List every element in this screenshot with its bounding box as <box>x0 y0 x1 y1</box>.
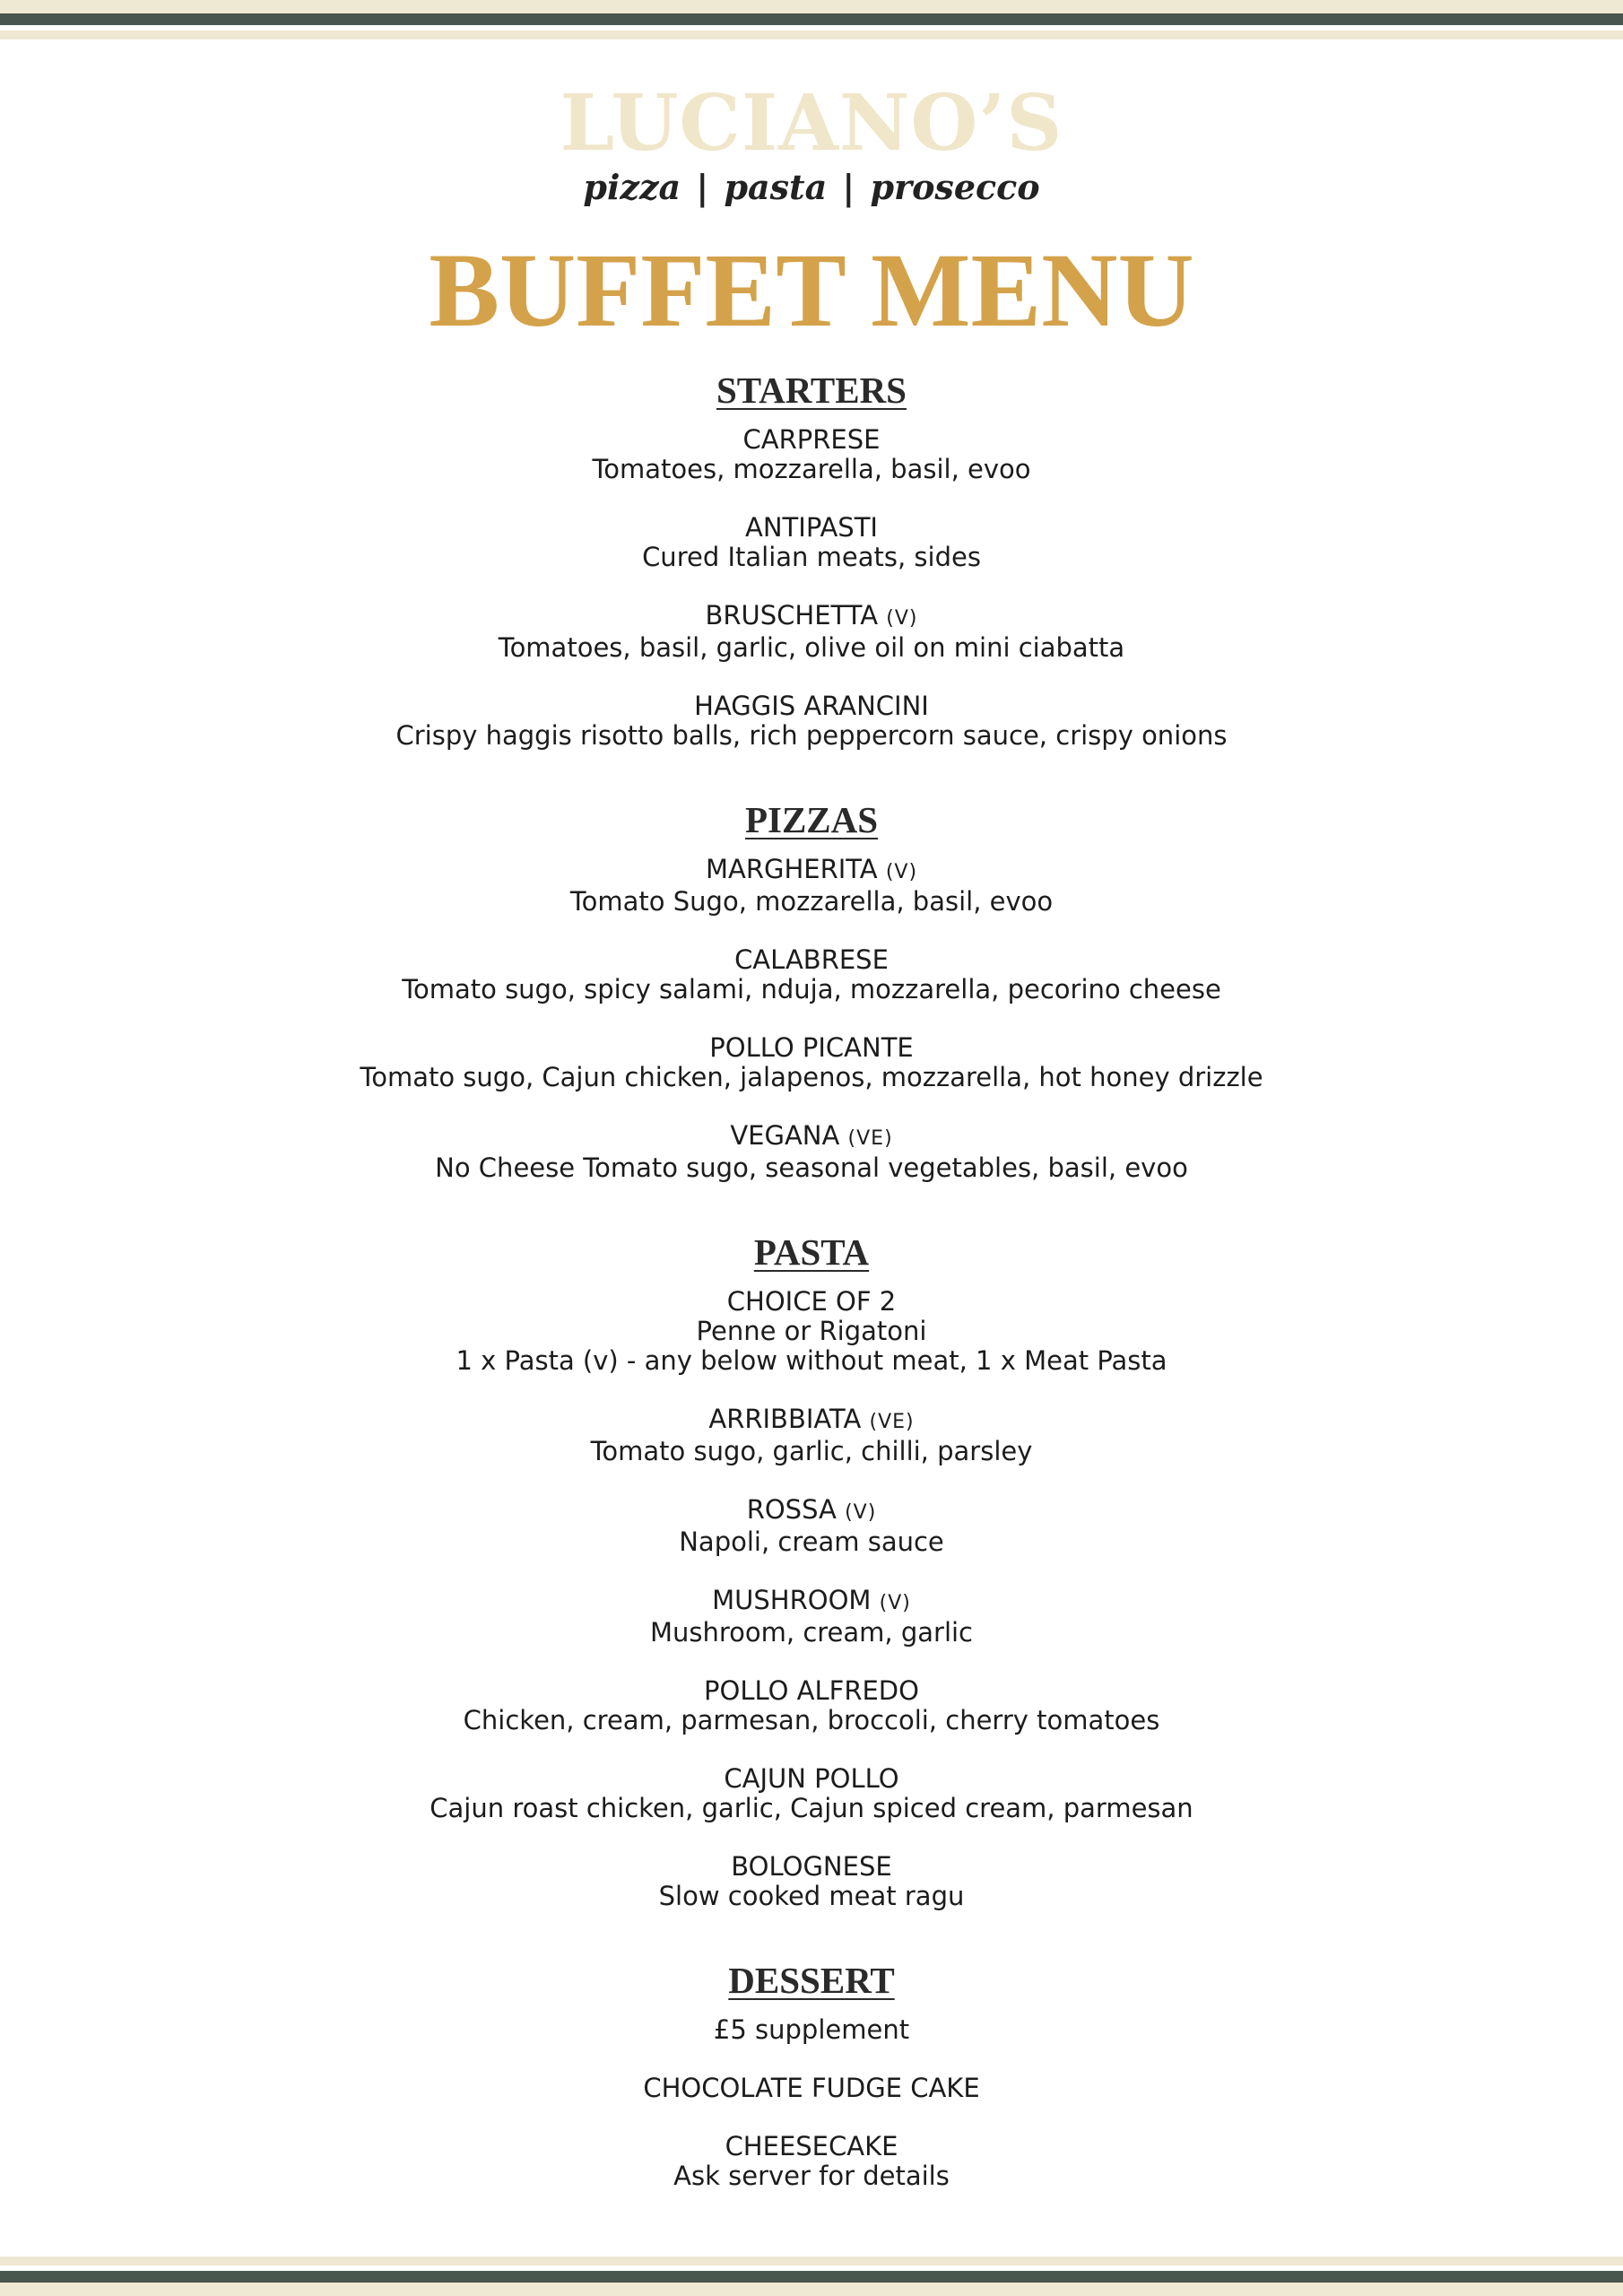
section-dessert <box>0 1958 1623 2191</box>
item-title-line <box>0 1586 1623 1618</box>
section-heading-pasta: PASTA <box>753 1231 870 1273</box>
bottom-border-cream <box>0 2283 1623 2296</box>
menu-item <box>0 425 1623 484</box>
top-border-cream-lower <box>0 30 1623 39</box>
item-description: Tomato sugo, spicy salami, nduja, mozzarella, pecorino cheese <box>402 974 1221 1004</box>
bottom-border-slate <box>0 2271 1623 2283</box>
top-border-slate <box>0 13 1623 25</box>
item-title-line <box>0 855 1623 887</box>
item-title-line <box>0 1495 1623 1527</box>
section-heading-starters: STARTERS <box>716 370 907 411</box>
menu-title: BUFFET MENU <box>429 231 1194 349</box>
menu-item <box>0 513 1623 572</box>
item-name: BRUSCHETTA <box>705 600 879 631</box>
choice-heading: CHOICE OF 2 <box>726 1286 897 1317</box>
item-name: POLLO ALFREDO <box>704 1675 919 1706</box>
section-heading-pizzas: PIZZAS <box>744 799 879 840</box>
choice-shapes: Penne or Rigatoni <box>696 1316 927 1346</box>
item-name: ARRIBBIATA <box>708 1404 862 1434</box>
item-name: CHEESECAKE <box>725 2131 898 2161</box>
item-title-line <box>0 1121 1623 1153</box>
dietary-tag: (V) <box>885 861 918 883</box>
menu-item <box>0 855 1623 917</box>
dessert-supplement <box>0 2015 1623 2045</box>
brand-logo: LUCIANO’S <box>560 78 1063 169</box>
item-name: CARPRESE <box>742 424 881 455</box>
dietary-tag: (VE) <box>869 1411 915 1433</box>
brand-tagline: pizza | pasta | prosecco <box>583 167 1040 207</box>
bottom-border-cream-upper <box>0 2257 1623 2266</box>
item-name: CALABRESE <box>734 944 889 975</box>
item-description: No Cheese Tomato sugo, seasonal vegetables, basil, evoo <box>435 1152 1188 1183</box>
section-pizzas <box>0 797 1623 1183</box>
menu-item <box>0 1676 1623 1735</box>
choice-rule: 1 x Pasta (v) - any below without meat, 1 x Meat Pasta <box>456 1345 1167 1376</box>
item-description: Napoli, cream sauce <box>679 1526 944 1557</box>
item-title-line <box>0 601 1623 633</box>
item-name: CHOCOLATE FUDGE CAKE <box>643 2073 980 2103</box>
pasta-choice-intro <box>0 1287 1623 1376</box>
item-name: ANTIPASTI <box>745 512 878 543</box>
item-description: Slow cooked meat ragu <box>658 1881 965 1911</box>
item-description: Tomato sugo, Cajun chicken, jalapenos, mozzarella, hot honey drizzle <box>360 1062 1263 1092</box>
item-description: Tomato Sugo, mozzarella, basil, evoo <box>569 886 1054 917</box>
item-title-line <box>0 1405 1623 1437</box>
menu-item <box>0 1852 1623 1911</box>
item-description: Chicken, cream, parmesan, broccoli, cherry tomatoes <box>463 1705 1160 1735</box>
item-name: VEGANA <box>730 1120 840 1151</box>
menu-page <box>0 78 1623 2191</box>
menu-item <box>0 691 1623 751</box>
item-name: CAJUN POLLO <box>724 1763 899 1794</box>
section-heading-dessert: DESSERT <box>728 1960 895 2001</box>
item-description: Tomatoes, basil, garlic, olive oil on mini ciabatta <box>498 632 1125 663</box>
item-description: Mushroom, cream, garlic <box>649 1617 974 1648</box>
menu-item <box>0 1586 1623 1648</box>
section-pasta <box>0 1230 1623 1911</box>
menu-item <box>0 2074 1623 2103</box>
item-description: Cajun roast chicken, garlic, Cajun spiced cream, parmesan <box>430 1793 1193 1823</box>
dietary-tag: (V) <box>879 1592 911 1614</box>
item-name: MARGHERITA <box>705 854 878 884</box>
item-description: Cured Italian meats, sides <box>642 542 981 572</box>
menu-item <box>0 1405 1623 1466</box>
item-name: HAGGIS ARANCINI <box>694 691 929 721</box>
menu-item <box>0 2132 1623 2191</box>
item-name: MUSHROOM <box>712 1585 872 1615</box>
menu-item <box>0 601 1623 663</box>
supplement-note: £5 supplement <box>713 2014 910 2045</box>
item-name: ROSSA <box>746 1494 837 1525</box>
section-starters <box>0 368 1623 751</box>
dietary-tag: (VE) <box>847 1127 893 1150</box>
menu-item <box>0 1764 1623 1823</box>
dietary-tag: (V) <box>845 1501 877 1524</box>
item-description: Ask server for details <box>673 2161 950 2191</box>
item-description: Tomatoes, mozzarella, basil, evoo <box>592 454 1031 484</box>
item-name: POLLO PICANTE <box>709 1032 914 1063</box>
menu-item <box>0 945 1623 1004</box>
item-name: BOLOGNESE <box>731 1851 892 1882</box>
top-border-cream <box>0 0 1623 13</box>
menu-item <box>0 1121 1623 1183</box>
menu-item <box>0 1495 1623 1557</box>
dietary-tag: (V) <box>886 607 918 630</box>
item-description: Crispy haggis risotto balls, rich peppercorn sauce, crispy onions <box>395 720 1228 751</box>
item-description: Tomato sugo, garlic, chilli, parsley <box>590 1436 1033 1466</box>
menu-item <box>0 1033 1623 1092</box>
